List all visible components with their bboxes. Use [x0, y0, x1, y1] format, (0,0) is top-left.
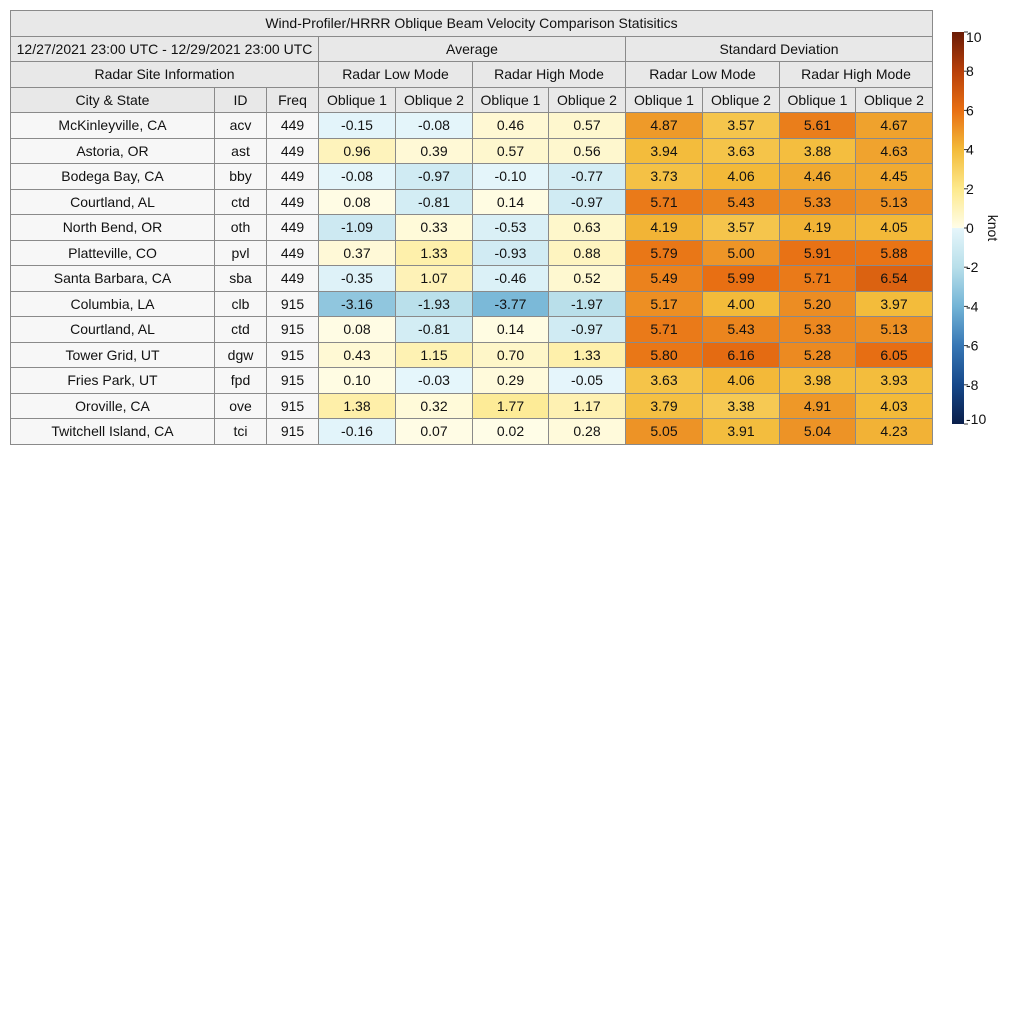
- cell-std-high-oblique2: 5.88: [856, 240, 933, 266]
- cell-city: Tower Grid, UT: [11, 342, 215, 368]
- col-id-header: ID: [215, 87, 267, 113]
- cell-city: Bodega Bay, CA: [11, 164, 215, 190]
- cell-std-low-oblique2: 4.00: [703, 291, 780, 317]
- cell-avg-low-oblique1: -0.15: [319, 113, 396, 139]
- cell-avg-high-oblique1: 0.57: [473, 138, 549, 164]
- cell-avg-low-oblique1: 0.37: [319, 240, 396, 266]
- cell-city: Columbia, LA: [11, 291, 215, 317]
- cell-id: fpd: [215, 368, 267, 394]
- cell-freq: 449: [267, 266, 319, 292]
- date-range: 12/27/2021 23:00 UTC - 12/29/2021 23:00 UTC: [11, 36, 319, 62]
- cell-avg-high-oblique1: -0.46: [473, 266, 549, 292]
- colorbar-unit-label: knot: [985, 214, 1001, 242]
- cell-freq: 915: [267, 419, 319, 445]
- table-row: [11, 266, 933, 292]
- cell-std-high-oblique1: 4.91: [780, 393, 856, 419]
- avg-high-mode-header: Radar High Mode: [473, 62, 626, 88]
- cell-avg-low-oblique2: 0.33: [396, 215, 473, 241]
- stddev-header: Standard Deviation: [626, 36, 933, 62]
- cell-avg-high-oblique2: -0.77: [549, 164, 626, 190]
- cell-std-high-oblique2: 3.97: [856, 291, 933, 317]
- site-info-header: Radar Site Information: [11, 62, 319, 88]
- cell-std-low-oblique1: 5.71: [626, 189, 703, 215]
- table-row: [11, 342, 933, 368]
- cell-freq: 449: [267, 138, 319, 164]
- cell-avg-low-oblique1: -0.08: [319, 164, 396, 190]
- cell-std-high-oblique2: 4.03: [856, 393, 933, 419]
- cell-std-high-oblique2: 3.93: [856, 368, 933, 394]
- cell-id: ast: [215, 138, 267, 164]
- cell-avg-high-oblique2: 0.63: [549, 215, 626, 241]
- colorbar-tick-label: 4: [966, 141, 974, 158]
- cell-freq: 915: [267, 393, 319, 419]
- cell-std-low-oblique1: 5.80: [626, 342, 703, 368]
- cell-avg-low-oblique2: -0.08: [396, 113, 473, 139]
- cell-avg-high-oblique2: -0.97: [549, 317, 626, 343]
- table-row: [11, 240, 933, 266]
- table-row: [11, 291, 933, 317]
- colorbar-tick-label: 6: [966, 102, 974, 119]
- cell-std-low-oblique2: 3.57: [703, 215, 780, 241]
- col-std-high-oblique2: Oblique 2: [856, 87, 933, 113]
- table-row: [11, 189, 933, 215]
- col-avg-low-oblique2: Oblique 2: [396, 87, 473, 113]
- cell-freq: 449: [267, 240, 319, 266]
- cell-std-low-oblique2: 4.06: [703, 164, 780, 190]
- cell-std-high-oblique2: 6.05: [856, 342, 933, 368]
- cell-avg-low-oblique1: -3.16: [319, 291, 396, 317]
- cell-std-high-oblique1: 5.91: [780, 240, 856, 266]
- table-title: Wind-Profiler/HRRR Oblique Beam Velocity Comparison Statisitics: [11, 11, 933, 37]
- cell-std-low-oblique2: 4.06: [703, 368, 780, 394]
- cell-std-high-oblique2: 5.13: [856, 189, 933, 215]
- cell-avg-low-oblique2: 1.07: [396, 266, 473, 292]
- cell-avg-low-oblique2: -0.97: [396, 164, 473, 190]
- col-std-high-oblique1: Oblique 1: [780, 87, 856, 113]
- cell-city: McKinleyville, CA: [11, 113, 215, 139]
- cell-std-low-oblique1: 5.17: [626, 291, 703, 317]
- cell-avg-high-oblique2: 0.52: [549, 266, 626, 292]
- cell-city: Twitchell Island, CA: [11, 419, 215, 445]
- stats-table: [10, 10, 933, 445]
- cell-avg-low-oblique2: 0.32: [396, 393, 473, 419]
- colorbar-tick-label: 8: [966, 63, 974, 80]
- table-row: [11, 419, 933, 445]
- cell-city: Oroville, CA: [11, 393, 215, 419]
- cell-city: Fries Park, UT: [11, 368, 215, 394]
- cell-std-low-oblique1: 5.79: [626, 240, 703, 266]
- cell-std-low-oblique2: 3.57: [703, 113, 780, 139]
- cell-std-low-oblique1: 3.73: [626, 164, 703, 190]
- cell-std-low-oblique1: 5.05: [626, 419, 703, 445]
- table-row: [11, 215, 933, 241]
- cell-avg-low-oblique1: 1.38: [319, 393, 396, 419]
- cell-avg-high-oblique1: 0.14: [473, 189, 549, 215]
- cell-avg-low-oblique2: 1.15: [396, 342, 473, 368]
- table-row: [11, 393, 933, 419]
- cell-id: bby: [215, 164, 267, 190]
- cell-city: Santa Barbara, CA: [11, 266, 215, 292]
- colorbar-tick-label: -2: [966, 259, 979, 276]
- cell-avg-high-oblique1: 1.77: [473, 393, 549, 419]
- cell-std-high-oblique1: 5.61: [780, 113, 856, 139]
- cell-avg-high-oblique1: 0.29: [473, 368, 549, 394]
- cell-std-low-oblique1: 5.71: [626, 317, 703, 343]
- cell-avg-low-oblique1: 0.10: [319, 368, 396, 394]
- colorbar-tick-label: -10: [966, 411, 987, 427]
- cell-avg-low-oblique2: -0.81: [396, 317, 473, 343]
- cell-std-high-oblique2: 5.13: [856, 317, 933, 343]
- cell-std-high-oblique1: 5.04: [780, 419, 856, 445]
- cell-city: Astoria, OR: [11, 138, 215, 164]
- col-freq-header: Freq: [267, 87, 319, 113]
- cell-std-low-oblique2: 3.63: [703, 138, 780, 164]
- cell-std-low-oblique2: 5.99: [703, 266, 780, 292]
- cell-std-high-oblique2: 4.05: [856, 215, 933, 241]
- cell-avg-high-oblique2: 0.56: [549, 138, 626, 164]
- cell-std-high-oblique2: 4.63: [856, 138, 933, 164]
- colorbar-tick-label: 10: [966, 29, 982, 45]
- cell-std-high-oblique2: 6.54: [856, 266, 933, 292]
- cell-std-high-oblique1: 3.88: [780, 138, 856, 164]
- cell-std-high-oblique1: 5.28: [780, 342, 856, 368]
- cell-id: pvl: [215, 240, 267, 266]
- cell-freq: 449: [267, 189, 319, 215]
- std-low-mode-header: Radar Low Mode: [626, 62, 780, 88]
- cell-std-low-oblique2: 5.43: [703, 189, 780, 215]
- cell-avg-low-oblique2: 0.07: [396, 419, 473, 445]
- cell-freq: 915: [267, 368, 319, 394]
- cell-avg-low-oblique1: -0.16: [319, 419, 396, 445]
- colorbar-tick-label: -4: [966, 298, 979, 315]
- cell-std-low-oblique2: 3.91: [703, 419, 780, 445]
- cell-avg-low-oblique1: 0.08: [319, 189, 396, 215]
- cell-std-high-oblique2: 4.23: [856, 419, 933, 445]
- cell-city: Courtland, AL: [11, 189, 215, 215]
- cell-id: ctd: [215, 317, 267, 343]
- cell-std-high-oblique1: 5.71: [780, 266, 856, 292]
- colorbar-tick-label: -8: [966, 376, 979, 393]
- table-row: [11, 368, 933, 394]
- cell-id: sba: [215, 266, 267, 292]
- cell-std-low-oblique1: 3.63: [626, 368, 703, 394]
- colorbar-tick-label: 2: [966, 180, 974, 197]
- cell-avg-low-oblique1: 0.96: [319, 138, 396, 164]
- cell-std-low-oblique1: 3.94: [626, 138, 703, 164]
- cell-avg-high-oblique1: 0.46: [473, 113, 549, 139]
- cell-avg-high-oblique1: 0.14: [473, 317, 549, 343]
- cell-avg-low-oblique1: 0.43: [319, 342, 396, 368]
- cell-avg-high-oblique2: 0.57: [549, 113, 626, 139]
- cell-id: tci: [215, 419, 267, 445]
- cell-freq: 449: [267, 215, 319, 241]
- cell-std-high-oblique1: 5.33: [780, 189, 856, 215]
- cell-avg-high-oblique2: -0.97: [549, 189, 626, 215]
- cell-avg-low-oblique1: -0.35: [319, 266, 396, 292]
- cell-std-low-oblique1: 5.49: [626, 266, 703, 292]
- table-row: [11, 138, 933, 164]
- colorbar-tick-label: 0: [966, 220, 974, 236]
- cell-avg-low-oblique2: 0.39: [396, 138, 473, 164]
- colorbar-ticks: [964, 29, 986, 427]
- cell-avg-high-oblique2: 0.88: [549, 240, 626, 266]
- cell-avg-high-oblique1: 0.70: [473, 342, 549, 368]
- cell-id: dgw: [215, 342, 267, 368]
- col-avg-high-oblique1: Oblique 1: [473, 87, 549, 113]
- cell-avg-high-oblique2: 1.33: [549, 342, 626, 368]
- cell-avg-low-oblique2: -0.03: [396, 368, 473, 394]
- cell-freq: 449: [267, 164, 319, 190]
- cell-std-low-oblique2: 5.43: [703, 317, 780, 343]
- cell-freq: 449: [267, 113, 319, 139]
- cell-std-high-oblique1: 4.46: [780, 164, 856, 190]
- cell-freq: 915: [267, 342, 319, 368]
- table-row: [11, 164, 933, 190]
- cell-std-low-oblique1: 3.79: [626, 393, 703, 419]
- cell-avg-high-oblique1: -0.53: [473, 215, 549, 241]
- col-avg-low-oblique1: Oblique 1: [319, 87, 396, 113]
- cell-avg-high-oblique2: 1.17: [549, 393, 626, 419]
- cell-freq: 915: [267, 317, 319, 343]
- cell-avg-high-oblique2: -1.97: [549, 291, 626, 317]
- cell-id: acv: [215, 113, 267, 139]
- colorbar-tick-label: -6: [966, 337, 979, 354]
- cell-avg-low-oblique2: -1.93: [396, 291, 473, 317]
- cell-city: North Bend, OR: [11, 215, 215, 241]
- cell-avg-low-oblique1: 0.08: [319, 317, 396, 343]
- table-body: [11, 11, 933, 445]
- cell-std-high-oblique2: 4.67: [856, 113, 933, 139]
- cell-city: Platteville, CO: [11, 240, 215, 266]
- col-avg-high-oblique2: Oblique 2: [549, 87, 626, 113]
- cell-avg-high-oblique1: -0.10: [473, 164, 549, 190]
- std-high-mode-header: Radar High Mode: [780, 62, 933, 88]
- cell-std-low-oblique1: 4.19: [626, 215, 703, 241]
- avg-low-mode-header: Radar Low Mode: [319, 62, 473, 88]
- cell-avg-high-oblique2: -0.05: [549, 368, 626, 394]
- table-row: [11, 113, 933, 139]
- cell-id: clb: [215, 291, 267, 317]
- average-header: Average: [319, 36, 626, 62]
- cell-avg-low-oblique2: -0.81: [396, 189, 473, 215]
- cell-std-low-oblique2: 6.16: [703, 342, 780, 368]
- cell-id: ctd: [215, 189, 267, 215]
- cell-std-low-oblique2: 3.38: [703, 393, 780, 419]
- cell-id: oth: [215, 215, 267, 241]
- cell-freq: 915: [267, 291, 319, 317]
- colorbar: [944, 28, 1014, 428]
- cell-std-high-oblique1: 3.98: [780, 368, 856, 394]
- cell-avg-high-oblique1: -3.77: [473, 291, 549, 317]
- cell-std-high-oblique1: 5.20: [780, 291, 856, 317]
- cell-avg-low-oblique1: -1.09: [319, 215, 396, 241]
- cell-std-high-oblique1: 5.33: [780, 317, 856, 343]
- cell-avg-high-oblique2: 0.28: [549, 419, 626, 445]
- col-std-low-oblique1: Oblique 1: [626, 87, 703, 113]
- cell-std-low-oblique2: 5.00: [703, 240, 780, 266]
- cell-id: ove: [215, 393, 267, 419]
- table-row: [11, 317, 933, 343]
- cell-std-high-oblique1: 4.19: [780, 215, 856, 241]
- cell-std-low-oblique1: 4.87: [626, 113, 703, 139]
- cell-std-high-oblique2: 4.45: [856, 164, 933, 190]
- cell-avg-high-oblique1: 0.02: [473, 419, 549, 445]
- cell-avg-low-oblique2: 1.33: [396, 240, 473, 266]
- col-city-header: City & State: [11, 87, 215, 113]
- colorbar-gradient: [952, 32, 964, 424]
- cell-avg-high-oblique1: -0.93: [473, 240, 549, 266]
- cell-city: Courtland, AL: [11, 317, 215, 343]
- col-std-low-oblique2: Oblique 2: [703, 87, 780, 113]
